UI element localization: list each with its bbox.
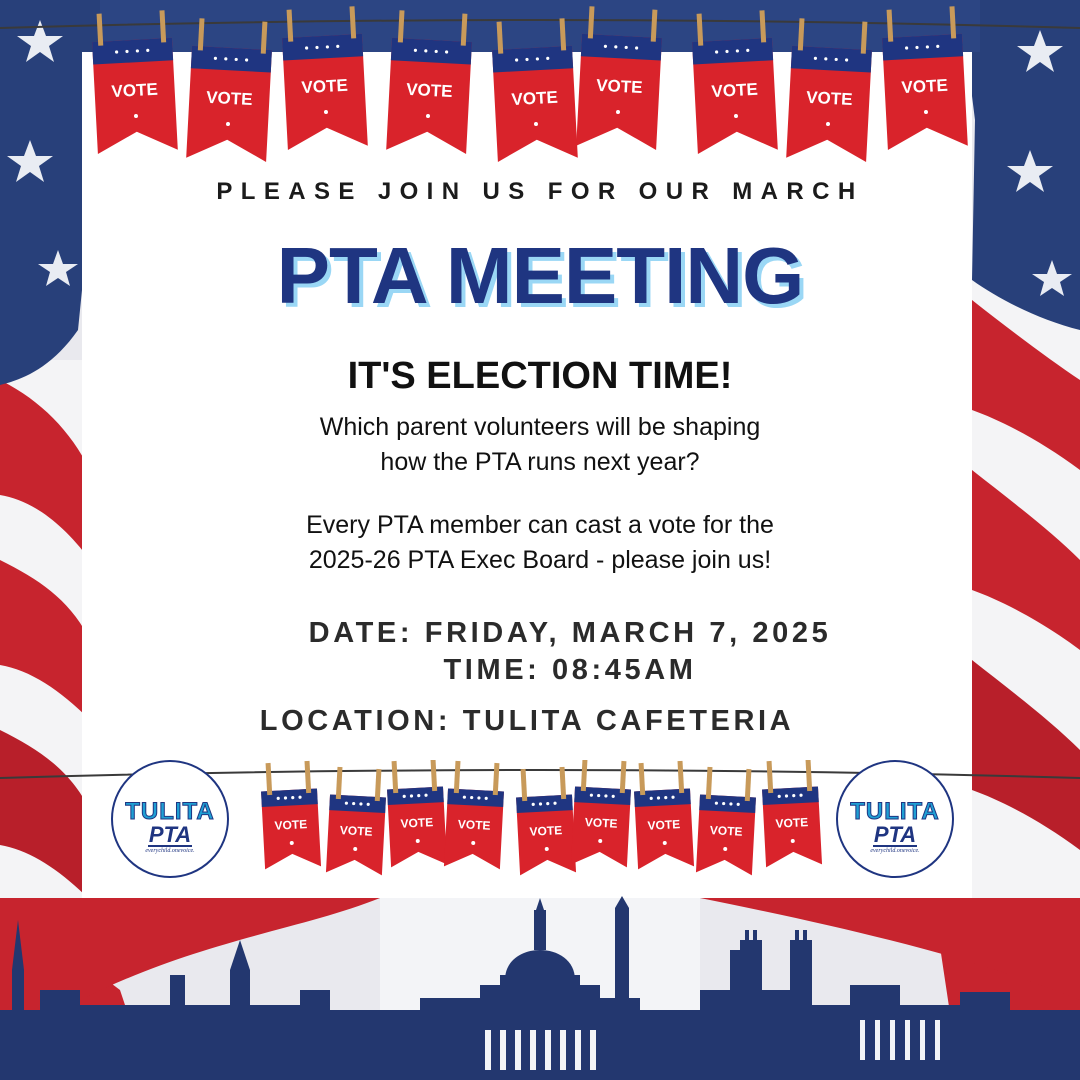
vote-pennant-icon bbox=[571, 760, 632, 867]
event-date: DATE: FRIDAY, MARCH 7, 2025 bbox=[308, 617, 832, 649]
vote-pennant-icon bbox=[761, 760, 822, 867]
clothespin-icon bbox=[588, 6, 595, 38]
event-location: LOCATION: TULITA CAFETERIA bbox=[259, 705, 795, 737]
clothespin-icon bbox=[767, 761, 774, 793]
logo-org-name: PTA bbox=[113, 822, 227, 847]
pennant-label: VOTE bbox=[711, 79, 759, 102]
pennant-label: VOTE bbox=[111, 79, 159, 102]
volunteer-question-line-1: Which parent volunteers will be shaping bbox=[319, 413, 761, 441]
pennant-label: VOTE bbox=[400, 815, 434, 831]
clothespin-icon bbox=[620, 761, 627, 793]
clothespin-icon bbox=[678, 761, 685, 793]
vote-pennant-icon bbox=[633, 761, 694, 870]
logo-school-name: TULITA bbox=[125, 798, 215, 825]
logo-school-name: TULITA bbox=[850, 798, 940, 825]
pennant-label: VOTE bbox=[805, 87, 853, 110]
vote-pennant-icon bbox=[260, 761, 321, 870]
event-time: TIME: 08:45AM bbox=[443, 654, 697, 686]
vote-pennant-icon bbox=[281, 6, 368, 150]
vote-pennant-icon bbox=[786, 18, 873, 162]
pennant-label: VOTE bbox=[709, 823, 743, 839]
clothespin-icon bbox=[806, 760, 813, 791]
pennant-label: VOTE bbox=[529, 823, 563, 839]
tulita-pta-logo-right bbox=[836, 760, 954, 878]
volunteer-question bbox=[0, 410, 1080, 480]
clothespin-icon bbox=[559, 18, 566, 50]
clothespin-icon bbox=[651, 10, 658, 42]
vote-pennant-icon bbox=[186, 18, 273, 162]
clothespin-icon bbox=[261, 22, 268, 54]
vote-invitation bbox=[0, 508, 1080, 578]
pennant-label: VOTE bbox=[274, 817, 308, 833]
clothespin-icon bbox=[159, 10, 166, 42]
clothespin-icon bbox=[97, 14, 104, 46]
vote-pennant-icon bbox=[691, 10, 778, 154]
bunting-top bbox=[0, 0, 1080, 170]
intro-line: PLEASE JOIN US FOR OUR MARCH bbox=[216, 178, 864, 205]
washington-skyline bbox=[0, 880, 1080, 1080]
pennant-label: VOTE bbox=[339, 823, 373, 839]
clothespin-icon bbox=[521, 769, 528, 801]
clothespin-icon bbox=[461, 14, 468, 46]
clothespin-icon bbox=[398, 10, 405, 42]
clothespin-icon bbox=[375, 769, 382, 801]
pennant-label: VOTE bbox=[595, 75, 643, 98]
clothespin-icon bbox=[493, 763, 500, 795]
monument-icon bbox=[615, 896, 629, 1080]
headline-title: PTA MEETING bbox=[276, 231, 804, 320]
logo-org-name: PTA bbox=[838, 822, 952, 847]
pennant-label: VOTE bbox=[901, 75, 949, 98]
vote-invitation-line-2: 2025-26 PTA Exec Board - please join us! bbox=[308, 546, 772, 574]
tulita-pta-logo-left bbox=[111, 760, 229, 878]
clothespin-icon bbox=[560, 767, 567, 799]
pennant-label: VOTE bbox=[647, 817, 681, 833]
vote-pennant-icon bbox=[491, 18, 578, 162]
clothespin-icon bbox=[305, 761, 312, 793]
logo-tagline: everychild.onevoice. bbox=[145, 848, 195, 854]
pennant-label: VOTE bbox=[511, 87, 559, 110]
pennant-label: VOTE bbox=[457, 817, 491, 833]
clothespin-icon bbox=[759, 10, 766, 42]
vote-pennant-icon bbox=[881, 6, 968, 150]
clothespin-icon bbox=[287, 10, 294, 42]
vote-pennant-icon bbox=[91, 10, 178, 154]
clothespin-icon bbox=[639, 763, 646, 795]
clothespin-icon bbox=[949, 6, 956, 38]
vote-pennant-icon bbox=[386, 760, 447, 867]
vote-invitation-line-1: Every PTA member can cast a vote for the bbox=[306, 511, 774, 539]
vote-pennant-icon bbox=[576, 6, 663, 150]
vote-pennant-icon bbox=[386, 10, 473, 154]
clothespin-icon bbox=[861, 22, 868, 54]
vote-pennant-icon bbox=[444, 761, 505, 870]
pennant-label: VOTE bbox=[205, 87, 253, 110]
clothespin-icon bbox=[798, 18, 805, 50]
pennant-label: VOTE bbox=[301, 75, 349, 98]
pennant-label: VOTE bbox=[584, 815, 618, 831]
election-subheading: IT'S ELECTION TIME! bbox=[347, 355, 733, 397]
clothespin-icon bbox=[887, 10, 894, 42]
pennant-label: VOTE bbox=[405, 79, 453, 102]
clothespin-icon bbox=[581, 760, 588, 791]
clothespin-icon bbox=[745, 769, 752, 801]
clothespin-icon bbox=[392, 761, 399, 793]
clothespin-icon bbox=[497, 22, 504, 54]
volunteer-question-line-2: how the PTA runs next year? bbox=[380, 448, 700, 476]
clothespin-icon bbox=[454, 761, 461, 793]
clothespin-icon bbox=[697, 14, 704, 46]
clothespin-icon bbox=[431, 760, 438, 791]
logo-tagline: everychild.onevoice. bbox=[870, 848, 920, 854]
pennant-label: VOTE bbox=[775, 815, 809, 831]
church-spire-icon bbox=[12, 920, 24, 1080]
clothespin-icon bbox=[349, 6, 356, 38]
vote-pennant-icon bbox=[696, 767, 757, 876]
vote-pennant-icon bbox=[515, 767, 576, 876]
vote-pennant-icon bbox=[326, 767, 387, 876]
clothespin-icon bbox=[266, 763, 273, 795]
